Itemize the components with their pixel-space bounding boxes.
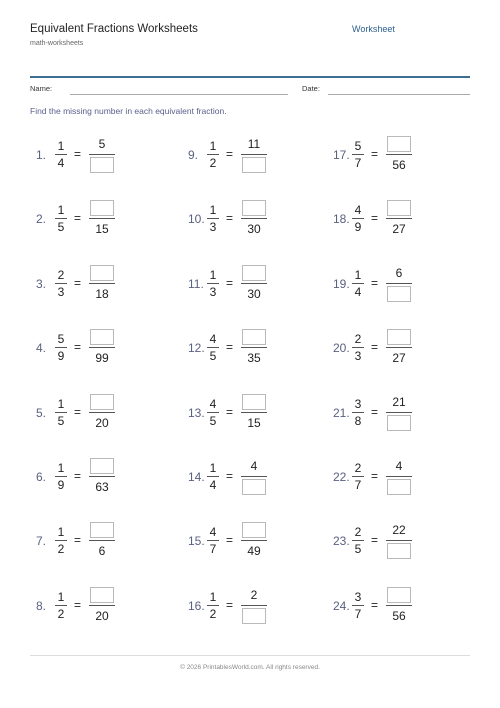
given-numerator: 1 <box>354 267 362 282</box>
missing-numerator-box[interactable] <box>90 200 114 216</box>
target-denominator: 56 <box>392 158 406 172</box>
target-numerator: 5 <box>98 137 106 151</box>
problem <box>333 455 453 503</box>
given-numerator: 4 <box>209 332 217 347</box>
date-line <box>328 94 470 95</box>
given-numerator: 4 <box>209 525 217 540</box>
missing-denominator-box[interactable] <box>387 543 411 559</box>
missing-numerator-box[interactable] <box>242 522 266 538</box>
worksheet-subtitle: math-worksheets <box>30 40 84 47</box>
problem <box>36 326 156 374</box>
equals-sign: = <box>74 469 82 483</box>
problem-number: 14. <box>188 470 205 484</box>
problem <box>36 197 156 245</box>
missing-numerator-box[interactable] <box>242 265 266 281</box>
target-denominator: 35 <box>247 351 261 366</box>
target-denominator: 63 <box>95 480 109 494</box>
given-numerator: 2 <box>354 332 362 347</box>
problem-number: 2. <box>36 212 47 227</box>
fraction-bar <box>241 540 267 541</box>
given-denominator: 9 <box>354 220 362 235</box>
given-denominator: 3 <box>354 349 362 364</box>
fraction-bar <box>55 347 67 348</box>
problem-number: 16. <box>188 598 205 613</box>
problem-number: 21. <box>333 405 350 420</box>
fraction-bar <box>55 218 67 219</box>
missing-numerator-box[interactable] <box>90 265 114 281</box>
given-numerator: 1 <box>57 461 65 475</box>
given-numerator: 4 <box>354 203 362 218</box>
problem-number: 13. <box>188 405 205 420</box>
given-denominator: 8 <box>354 413 362 428</box>
fraction-bar <box>207 347 219 348</box>
given-numerator: 4 <box>209 396 217 411</box>
missing-denominator-box[interactable] <box>387 286 411 302</box>
problem <box>188 455 308 503</box>
target-numerator: 6 <box>395 265 403 280</box>
fraction-bar <box>55 605 67 606</box>
fraction-bar <box>386 154 412 155</box>
problem-number: 19. <box>333 276 350 291</box>
given-numerator: 1 <box>57 525 65 540</box>
problem-number: 8. <box>36 598 47 613</box>
fraction-bar <box>386 476 412 477</box>
fraction-bar <box>89 283 115 284</box>
missing-numerator-box[interactable] <box>90 587 114 603</box>
given-denominator: 7 <box>354 606 362 621</box>
missing-numerator-box[interactable] <box>387 587 411 603</box>
problem <box>36 584 156 632</box>
problem-number: 15. <box>188 534 205 549</box>
fraction-bar <box>241 476 267 477</box>
equals-sign: = <box>226 533 234 548</box>
missing-denominator-box[interactable] <box>90 157 114 173</box>
problem-number: 11. <box>188 276 204 291</box>
equals-sign: = <box>371 211 379 226</box>
missing-numerator-box[interactable] <box>242 200 266 216</box>
given-numerator: 1 <box>57 589 65 604</box>
equals-sign: = <box>74 597 82 612</box>
equals-sign: = <box>74 533 82 548</box>
fraction-bar <box>352 347 364 348</box>
problem <box>333 584 453 632</box>
target-denominator: 99 <box>95 351 109 366</box>
equals-sign: = <box>74 404 82 419</box>
problem <box>333 519 453 567</box>
fraction-bar <box>386 218 412 219</box>
missing-denominator-box[interactable] <box>242 608 266 624</box>
given-denominator: 5 <box>209 413 217 428</box>
problem <box>36 133 156 181</box>
given-denominator: 2 <box>57 606 65 621</box>
given-numerator: 1 <box>57 203 65 218</box>
footer-copyright: © 2026 PrintablesWorld.com. All rights reserved. <box>180 664 320 671</box>
missing-numerator-box[interactable] <box>242 329 266 345</box>
given-denominator: 5 <box>57 413 65 428</box>
given-numerator: 1 <box>57 396 65 411</box>
problem <box>333 326 453 374</box>
target-numerator: 2 <box>250 587 258 602</box>
problem-number: 20. <box>333 341 350 356</box>
given-denominator: 2 <box>57 542 65 557</box>
problem <box>333 391 453 439</box>
given-denominator: 3 <box>57 284 65 299</box>
problem <box>333 197 453 245</box>
given-denominator: 3 <box>209 220 217 235</box>
fraction-bar <box>241 605 267 606</box>
equals-sign: = <box>226 469 234 483</box>
name-label: Name: <box>30 84 53 93</box>
fraction-bar <box>386 605 412 606</box>
given-denominator: 7 <box>354 478 362 492</box>
problem-number: 17. <box>333 148 350 162</box>
instructions: Find the missing number in each equivalent fraction. <box>30 106 227 116</box>
worksheet-type-label: Worksheet <box>352 24 395 34</box>
equals-sign: = <box>226 275 234 290</box>
problem <box>333 133 453 181</box>
equals-sign: = <box>74 340 82 355</box>
fraction-bar <box>386 347 412 348</box>
fraction-bar <box>241 218 267 219</box>
fraction-bar <box>89 605 115 606</box>
target-denominator: 6 <box>98 544 106 559</box>
target-denominator: 27 <box>392 222 406 237</box>
equals-sign: = <box>226 340 234 355</box>
fraction-bar <box>241 283 267 284</box>
problem <box>36 519 156 567</box>
target-denominator: 30 <box>247 222 261 237</box>
fraction-bar <box>89 218 115 219</box>
fraction-bar <box>207 540 219 541</box>
given-denominator: 2 <box>209 156 217 170</box>
missing-numerator-box[interactable] <box>387 136 411 152</box>
target-denominator: 15 <box>95 222 109 237</box>
fraction-bar <box>89 347 115 348</box>
problem <box>36 262 156 310</box>
target-numerator: 4 <box>250 459 258 473</box>
missing-denominator-box[interactable] <box>242 157 266 173</box>
fraction-bar <box>89 476 115 477</box>
given-denominator: 2 <box>209 606 217 621</box>
target-denominator: 27 <box>392 351 406 366</box>
fraction-bar <box>55 476 67 477</box>
fraction-bar <box>89 540 115 541</box>
missing-denominator-box[interactable] <box>387 415 411 431</box>
given-denominator: 9 <box>57 349 65 364</box>
problem-number: 5. <box>36 405 47 420</box>
problem <box>188 326 308 374</box>
fraction-bar <box>207 412 219 413</box>
missing-numerator-box[interactable] <box>90 522 114 538</box>
given-numerator: 2 <box>354 461 362 475</box>
missing-numerator-box[interactable] <box>90 458 114 474</box>
problem-number: 4. <box>36 341 47 356</box>
fraction-bar <box>207 218 219 219</box>
problem <box>188 262 308 310</box>
problem-number: 23. <box>333 534 350 549</box>
problem <box>36 455 156 503</box>
target-numerator: 11 <box>247 137 261 151</box>
given-denominator: 4 <box>354 284 362 299</box>
given-denominator: 5 <box>354 542 362 557</box>
given-numerator: 1 <box>209 461 217 475</box>
given-numerator: 2 <box>354 525 362 540</box>
equals-sign: = <box>226 404 234 419</box>
given-denominator: 7 <box>209 542 217 557</box>
given-denominator: 9 <box>57 478 65 492</box>
fraction-bar <box>352 283 364 284</box>
target-denominator: 18 <box>95 286 109 301</box>
given-numerator: 3 <box>354 589 362 604</box>
given-numerator: 5 <box>57 332 65 347</box>
given-numerator: 5 <box>354 139 362 153</box>
target-denominator: 20 <box>95 415 109 430</box>
missing-numerator-box[interactable] <box>387 329 411 345</box>
name-line <box>70 94 288 95</box>
equals-sign: = <box>371 469 379 483</box>
problem <box>36 391 156 439</box>
equals-sign: = <box>371 275 379 290</box>
target-denominator: 15 <box>247 415 261 430</box>
equals-sign: = <box>226 211 234 226</box>
problem <box>188 519 308 567</box>
fraction-bar <box>207 605 219 606</box>
problem-number: 7. <box>36 534 47 549</box>
missing-numerator-box[interactable] <box>90 329 114 345</box>
fraction-bar <box>386 283 412 284</box>
problem-number: 22. <box>333 470 350 484</box>
equals-sign: = <box>371 404 379 419</box>
target-denominator: 30 <box>247 286 261 301</box>
header-rule <box>30 76 470 78</box>
fraction-bar <box>352 605 364 606</box>
missing-denominator-box[interactable] <box>242 479 266 495</box>
problem-number: 6. <box>36 470 47 484</box>
equals-sign: = <box>371 533 379 548</box>
given-denominator: 5 <box>209 349 217 364</box>
fraction-bar <box>89 412 115 413</box>
target-numerator: 21 <box>392 394 406 409</box>
fraction-bar <box>55 283 67 284</box>
problem-number: 9. <box>188 148 199 162</box>
given-numerator: 1 <box>57 139 65 153</box>
fraction-bar <box>352 154 364 155</box>
footer-rule <box>30 655 470 656</box>
problem-number: 10. <box>188 212 205 227</box>
fraction-bar <box>241 154 267 155</box>
fraction-bar <box>352 540 364 541</box>
fraction-bar <box>241 412 267 413</box>
equals-sign: = <box>74 147 82 161</box>
given-denominator: 3 <box>209 284 217 299</box>
fraction-bar <box>386 412 412 413</box>
given-denominator: 4 <box>209 478 217 492</box>
target-numerator: 4 <box>395 459 403 473</box>
equals-sign: = <box>226 597 234 612</box>
problem-number: 18. <box>333 212 350 227</box>
fraction-bar <box>352 476 364 477</box>
target-denominator: 56 <box>392 608 406 623</box>
equals-sign: = <box>74 211 82 226</box>
equals-sign: = <box>371 340 379 355</box>
fraction-bar <box>207 283 219 284</box>
fraction-bar <box>207 476 219 477</box>
target-denominator: 49 <box>247 544 261 559</box>
worksheet-title: Equivalent Fractions Worksheets <box>30 23 198 35</box>
target-numerator: 22 <box>392 523 406 538</box>
equals-sign: = <box>74 275 82 290</box>
fraction-bar <box>241 347 267 348</box>
equals-sign: = <box>371 597 379 612</box>
fraction-bar <box>55 540 67 541</box>
missing-numerator-box[interactable] <box>90 394 114 410</box>
missing-denominator-box[interactable] <box>387 479 411 495</box>
equals-sign: = <box>226 147 234 161</box>
problem-number: 3. <box>36 276 47 291</box>
problem <box>188 584 308 632</box>
fraction-bar <box>89 154 115 155</box>
fraction-bar <box>55 154 67 155</box>
fraction-bar <box>352 412 364 413</box>
given-numerator: 1 <box>209 267 217 282</box>
equals-sign: = <box>371 147 379 161</box>
missing-numerator-box[interactable] <box>387 200 411 216</box>
problem <box>188 391 308 439</box>
fraction-bar <box>55 412 67 413</box>
target-denominator: 20 <box>95 608 109 623</box>
given-numerator: 3 <box>354 396 362 411</box>
date-label: Date: <box>302 84 320 93</box>
given-denominator: 5 <box>57 220 65 235</box>
given-numerator: 2 <box>57 267 65 282</box>
given-denominator: 4 <box>57 156 65 170</box>
given-numerator: 1 <box>209 203 217 218</box>
fraction-bar <box>352 218 364 219</box>
fraction-bar <box>207 154 219 155</box>
problem <box>333 262 453 310</box>
given-denominator: 7 <box>354 156 362 170</box>
given-numerator: 1 <box>209 589 217 604</box>
fraction-bar <box>386 540 412 541</box>
problem <box>188 197 308 245</box>
problem-number: 1. <box>36 148 47 162</box>
problem <box>188 133 308 181</box>
given-numerator: 1 <box>209 139 217 153</box>
problem-number: 12. <box>188 341 205 356</box>
missing-numerator-box[interactable] <box>242 394 266 410</box>
problem-number: 24. <box>333 598 350 613</box>
